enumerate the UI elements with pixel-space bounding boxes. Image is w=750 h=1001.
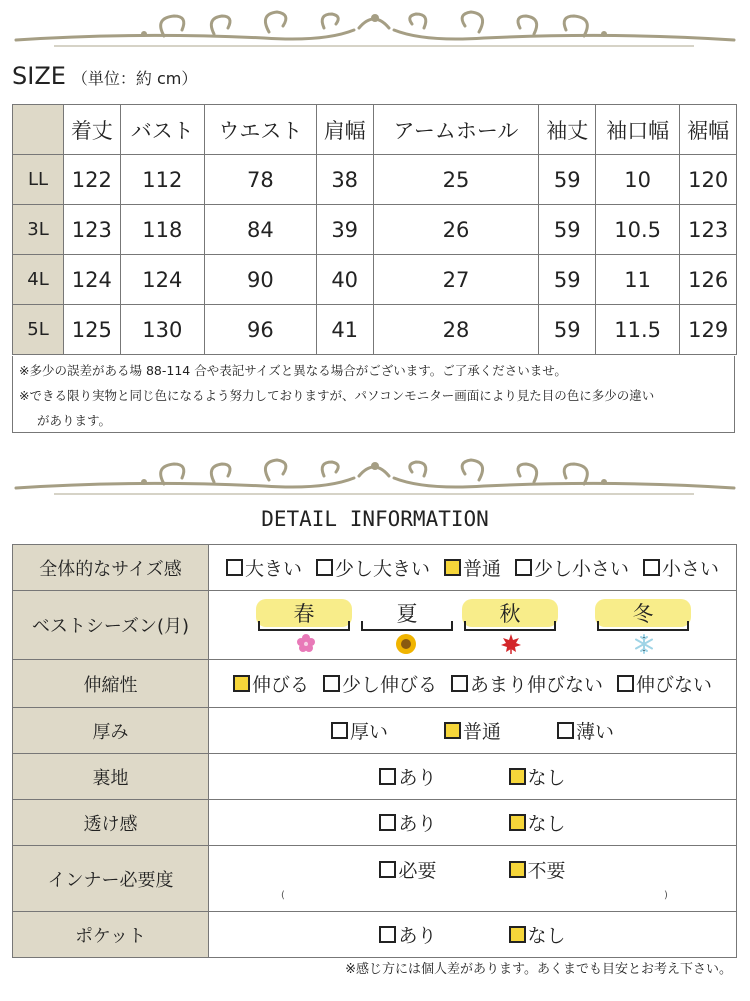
option [379,763,436,790]
checkbox-checked [509,861,526,878]
cell: 126 [680,255,737,305]
option [444,717,501,744]
option-label: あり [398,813,437,835]
col-header: 袖丈 [539,105,596,155]
checkbox [379,814,396,831]
option-label: なし [527,813,566,835]
paren-left: ( [281,890,285,901]
cell: 125 [64,305,121,355]
decorative-ornament-top [14,8,736,52]
option-label: 普通 [462,721,501,743]
option [509,921,566,948]
season-group [209,591,736,659]
cell: 59 [539,155,596,205]
season-name: 冬 [632,602,654,626]
table-row [13,305,737,355]
option-label: あり [398,925,437,947]
cell: 130 [120,305,204,355]
option [444,554,501,581]
option [515,554,629,581]
option [316,554,430,581]
checkbox-checked [233,675,250,692]
option-label: 大きい [244,558,302,580]
options-group [209,670,736,697]
detail-footnote: ※感じ方には個人差があります。あくまでも目安とお考え下さい。 [345,962,732,977]
detail-label: 伸縮性 [13,660,209,708]
checkbox-checked [509,768,526,785]
options-group [209,763,736,790]
option-label: 伸びない [636,674,713,696]
cell: 78 [204,155,316,205]
cell: 124 [120,255,204,305]
detail-table [12,544,737,958]
season-name: 秋 [499,602,521,626]
table-row [13,205,737,255]
option-label: 不要 [527,860,566,882]
options-group [209,717,736,744]
option [617,670,712,697]
option [509,809,566,836]
size-unit: （単位：約 cm） [71,69,198,88]
checkbox-checked [444,722,461,739]
cell: 120 [680,155,737,205]
col-header: アームホール [373,105,539,155]
table-corner [13,105,64,155]
size-table-header [13,105,737,155]
option [323,670,437,697]
option [451,670,603,697]
option [379,856,436,883]
cell: 123 [680,205,737,255]
detail-label: ベストシーズン(月) [13,591,209,660]
maple-leaf-icon [500,633,522,655]
option-label: 小さい [662,558,720,580]
size-notes [12,356,735,433]
cell: 38 [316,155,373,205]
option-label: 少し大きい [334,558,430,580]
detail-row-lining [13,754,737,800]
checkbox-checked [444,559,461,576]
note-line: ※できる限り実物と同じ色になるよう努力しておりますが、パソコンモニター画面により見た目の色に多少の違い [19,388,655,403]
cell: 27 [373,255,539,305]
cell: 40 [316,255,373,305]
option-label: 薄い [576,721,615,743]
cell: 129 [680,305,737,355]
note-line: ※多少の誤差がある場 88-114 合や表記サイズと異なる場合がございます。ご了承くださいませ。 [19,363,567,378]
season-name: 春 [293,602,315,626]
season-summer [359,599,455,631]
detail-label: 裏地 [13,754,209,800]
detail-row-stretch [13,660,737,708]
option-label: なし [527,767,566,789]
options-group [209,921,736,948]
detail-row-season [13,591,737,660]
table-row [13,155,737,205]
col-header: 着丈 [64,105,121,155]
option [226,554,302,581]
row-size: 4L [13,255,64,305]
option [557,717,614,744]
checkbox [331,722,348,739]
paren-right: ) [664,890,668,901]
options-group [209,856,736,883]
season-autumn [462,599,558,631]
size-heading: SIZE [12,62,66,90]
cell: 11 [596,255,680,305]
row-size: 5L [13,305,64,355]
checkbox [643,559,660,576]
season-name: 夏 [396,602,418,626]
detail-row-inner [13,846,737,912]
option-label: 少し伸びる [341,674,437,696]
cell: 59 [539,205,596,255]
options-group [209,554,736,581]
cell: 123 [64,205,121,255]
detail-label: ポケット [13,912,209,958]
option [643,554,719,581]
checkbox [226,559,243,576]
checkbox [617,675,634,692]
size-title [12,62,197,90]
row-size: 3L [13,205,64,255]
option-label: 普通 [462,558,501,580]
checkbox [379,768,396,785]
option [331,717,388,744]
detail-row-size-feel [13,545,737,591]
col-header: バスト [120,105,204,155]
checkbox-checked [509,814,526,831]
option-label: あり [398,767,437,789]
checkbox [323,675,340,692]
col-header: 袖口幅 [596,105,680,155]
option-label: 伸びる [251,674,309,696]
checkbox [316,559,333,576]
cell: 96 [204,305,316,355]
cell: 25 [373,155,539,205]
col-header: 裾幅 [680,105,737,155]
cell: 122 [64,155,121,205]
option-label: あまり伸びない [470,674,604,696]
checkbox [557,722,574,739]
option [379,809,436,836]
detail-label: 透け感 [13,800,209,846]
season-spring [256,599,352,631]
cell: 59 [539,305,596,355]
option [233,670,309,697]
detail-row-thickness [13,708,737,754]
cell: 28 [373,305,539,355]
cell: 84 [204,205,316,255]
option-label: 少し小さい [534,558,630,580]
checkbox [379,926,396,943]
options-group [209,809,736,836]
cell: 10 [596,155,680,205]
option [379,921,436,948]
option [509,856,566,883]
sunflower-icon [395,633,417,655]
detail-label: 全体的なサイズ感 [13,545,209,591]
option-label: 厚い [349,721,388,743]
table-row [13,255,737,305]
row-size: LL [13,155,64,205]
cell: 59 [539,255,596,305]
option-label: なし [527,925,566,947]
season-winter [595,599,691,631]
detail-title: DETAIL INFORMATION [261,507,489,531]
cell: 124 [64,255,121,305]
cell: 26 [373,205,539,255]
option-label: 必要 [398,860,437,882]
checkbox [451,675,468,692]
cell: 11.5 [596,305,680,355]
option [509,763,566,790]
col-header: ウエスト [204,105,316,155]
col-header: 肩幅 [316,105,373,155]
cell: 90 [204,255,316,305]
cell: 118 [120,205,204,255]
cell: 41 [316,305,373,355]
detail-label: 厚み [13,708,209,754]
detail-label: インナー必要度 [13,846,209,912]
checkbox [379,861,396,878]
cell: 10.5 [596,205,680,255]
checkbox [515,559,532,576]
flower-icon [296,633,316,653]
decorative-ornament-middle [14,456,736,500]
cell: 39 [316,205,373,255]
cell: 112 [120,155,204,205]
detail-row-pocket [13,912,737,958]
checkbox-checked [509,926,526,943]
note-line: があります。 [37,413,112,428]
size-table [12,104,737,355]
detail-row-sheerness [13,800,737,846]
snowflake-icon [633,633,655,655]
